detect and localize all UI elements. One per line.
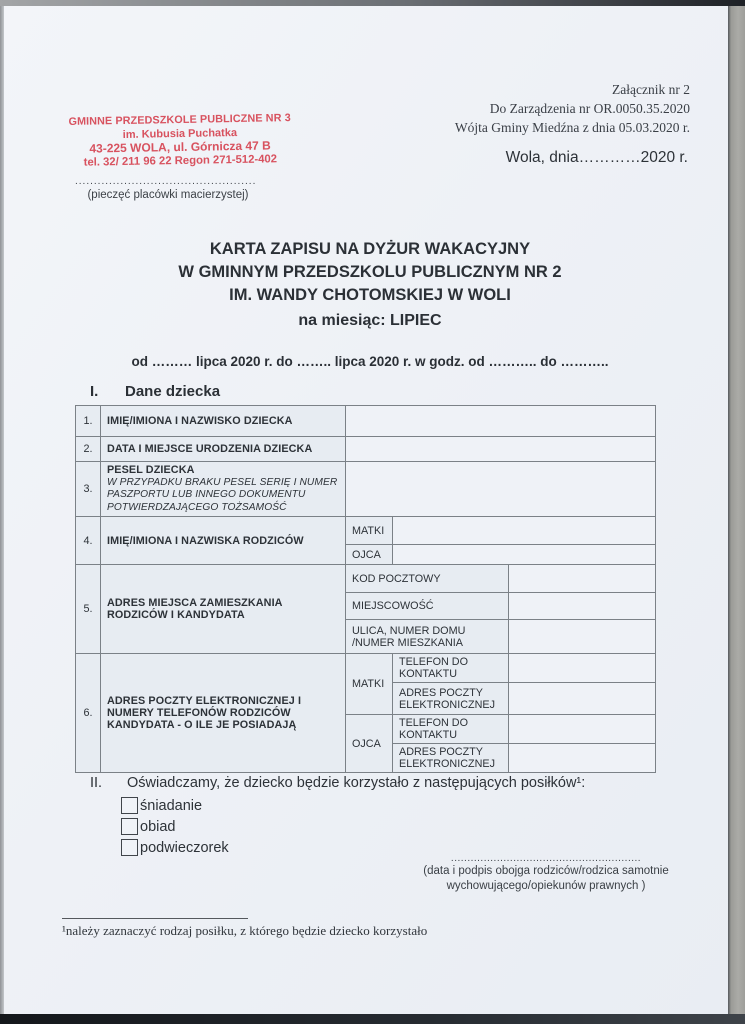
- attachment-line: Do Zarządzenia nr OR.0050.35.2020: [489, 101, 690, 116]
- form-title: [0, 238, 740, 307]
- signature-dotted-line: ..........................................................: [450, 853, 642, 864]
- sublabel-street: ULICA, NUMER DOMU /NUMER MIESZKANIA: [346, 620, 509, 654]
- form-title-line: W GMINNYM PRZEDSZKOLU PUBLICZNYM NR 2: [178, 263, 562, 281]
- input-cell-father-email[interactable]: [509, 744, 656, 773]
- sublabel-town: MIEJSCOWOŚĆ: [346, 593, 509, 620]
- stamp-caption-label: (pieczęć placówki macierzystej): [87, 189, 249, 201]
- input-cell-town[interactable]: [509, 593, 656, 620]
- scan-edge-top: [0, 0, 745, 6]
- child-data-table: [75, 405, 656, 773]
- month-line: na miesiąc: LIPIEC: [298, 312, 442, 329]
- section2-title: Oświadczamy, że dziecko będzie korzystało z następujących posiłków¹:: [127, 775, 586, 791]
- field-label-contact: ADRES POCZTY ELEKTRONICZNEJ I NUMERY TELEFONÓW RODZICÓW KANDYDATA - O ILE JE POSIADAJĄ: [101, 654, 346, 773]
- dotted-line: ................................................: [75, 176, 257, 187]
- date-range-line: od ……… lipca 2020 r. do …….. lipca 2020 r. w godz. od ……….. do ………..: [131, 354, 609, 369]
- input-cell-father-name[interactable]: [393, 545, 656, 565]
- sublabel-father: OJCA: [346, 715, 393, 773]
- row-number: 3.: [76, 462, 101, 517]
- input-cell-postal-code[interactable]: [509, 565, 656, 593]
- field-label-child-name: IMIĘ/IMIONA I NAZWISKO DZIECKA: [101, 406, 346, 437]
- sublabel-mother: MATKI: [346, 654, 393, 715]
- meal-item: [121, 816, 229, 837]
- stamp-caption: [70, 176, 266, 201]
- sublabel-father-phone: TELEFON DO KONTAKTU: [393, 715, 509, 744]
- footnote-text: ¹należy zaznaczyć rodzaj posiłku, z którego będzie dziecko korzystało: [62, 923, 428, 938]
- sublabel-mother-email: ADRES POCZTY ELEKTRONICZNEJ: [393, 683, 509, 715]
- checkbox-label-breakfast: śniadanie: [140, 797, 203, 814]
- table-row: [76, 654, 656, 683]
- field-label-pesel: [101, 462, 346, 517]
- table-row: [76, 565, 656, 593]
- sublabel-father: OJCA: [346, 545, 393, 565]
- sublabel-father-email: ADRES POCZTY ELEKTRONICZNEJ: [393, 744, 509, 773]
- footnote-rule: [62, 918, 248, 919]
- sublabel-mother: MATKI: [346, 517, 393, 545]
- section1-heading: [90, 383, 220, 400]
- institution-stamp: [68, 112, 293, 170]
- sublabel-postal-code: KOD POCZTOWY: [346, 565, 509, 593]
- attachment-line: Wójta Gminy Miedźna z dnia 05.03.2020 r.: [454, 120, 690, 135]
- form-title-line: IM. WANDY CHOTOMSKIEJ W WOLI: [229, 286, 511, 304]
- table-row: [76, 517, 656, 545]
- row-number: 1.: [76, 406, 101, 437]
- meal-checkbox-list: [121, 795, 229, 858]
- row-number: 2.: [76, 437, 101, 462]
- checkbox-lunch[interactable]: [121, 818, 138, 835]
- input-cell-mother-name[interactable]: [393, 517, 656, 545]
- input-cell-pesel[interactable]: [346, 462, 656, 517]
- sublabel-mother-phone: TELEFON DO KONTAKTU: [393, 654, 509, 683]
- field-label-address: ADRES MIEJSCA ZAMIESZKANIA RODZICÓW I KANDYDATA: [101, 565, 346, 654]
- checkbox-snack[interactable]: [121, 839, 138, 856]
- field-label-parents-names: IMIĘ/IMIONA I NAZWISKA RODZICÓW: [101, 517, 346, 565]
- input-cell-street[interactable]: [509, 620, 656, 654]
- stamp-line: tel. 32/ 211 96 22 Regon 271-512-402: [83, 152, 278, 169]
- checkbox-label-lunch: obiad: [140, 818, 176, 835]
- scan-edge-bottom: [0, 1014, 745, 1024]
- stamp-line: GMINNE PRZEDSZKOLE PUBLICZNE NR 3: [68, 112, 291, 128]
- row-number: 6.: [76, 654, 101, 773]
- field-label-birth-date-place: DATA I MIEJSCE URODZENIA DZIECKA: [101, 437, 346, 462]
- input-cell-father-phone[interactable]: [509, 715, 656, 744]
- section1-title: Dane dziecka: [125, 383, 221, 400]
- section2-heading: [90, 775, 585, 791]
- row-number: 4.: [76, 517, 101, 565]
- input-cell-mother-phone[interactable]: [509, 654, 656, 683]
- signature-caption-line: (data i podpis obojga rodziców/rodzica samotnie: [423, 865, 669, 877]
- pesel-note: W PRZYPADKU BRAKU PESEL SERIĘ I NUMER PASZPORTU LUB INNEGO DOKUMENTU POTWIERDZAJĄCEGO TOŻSAMOŚĆ: [107, 477, 338, 513]
- table-row: [76, 437, 656, 462]
- input-cell-mother-email[interactable]: [509, 683, 656, 715]
- signature-caption-line: wychowującego/opiekunów prawnych ): [446, 880, 646, 892]
- checkbox-breakfast[interactable]: [121, 797, 138, 814]
- form-title-line: KARTA ZAPISU NA DYŻUR WAKACYJNY: [209, 240, 531, 258]
- place-date-line: Wola, dnia…………2020 r.: [505, 149, 688, 166]
- row-number: 5.: [76, 565, 101, 654]
- section1-number: I.: [90, 383, 99, 400]
- table-row: [76, 406, 656, 437]
- stamp-line: 43-225 WOLA, ul. Górnicza 47 B: [89, 138, 271, 156]
- meal-item: [121, 795, 229, 816]
- checkbox-label-snack: podwieczorek: [140, 839, 229, 856]
- section2-number: II.: [90, 775, 103, 791]
- table-row: [76, 462, 656, 517]
- signature-block: [412, 853, 680, 894]
- stamp-line: im. Kubusia Puchatka: [122, 126, 238, 141]
- attachment-header: [455, 80, 690, 137]
- input-cell-birth-date-place[interactable]: [346, 437, 656, 462]
- meal-item: [121, 837, 229, 858]
- input-cell-child-name[interactable]: [346, 406, 656, 437]
- pesel-label: PESEL DZIECKA: [107, 464, 195, 476]
- attachment-line: Załącznik nr 2: [612, 82, 690, 97]
